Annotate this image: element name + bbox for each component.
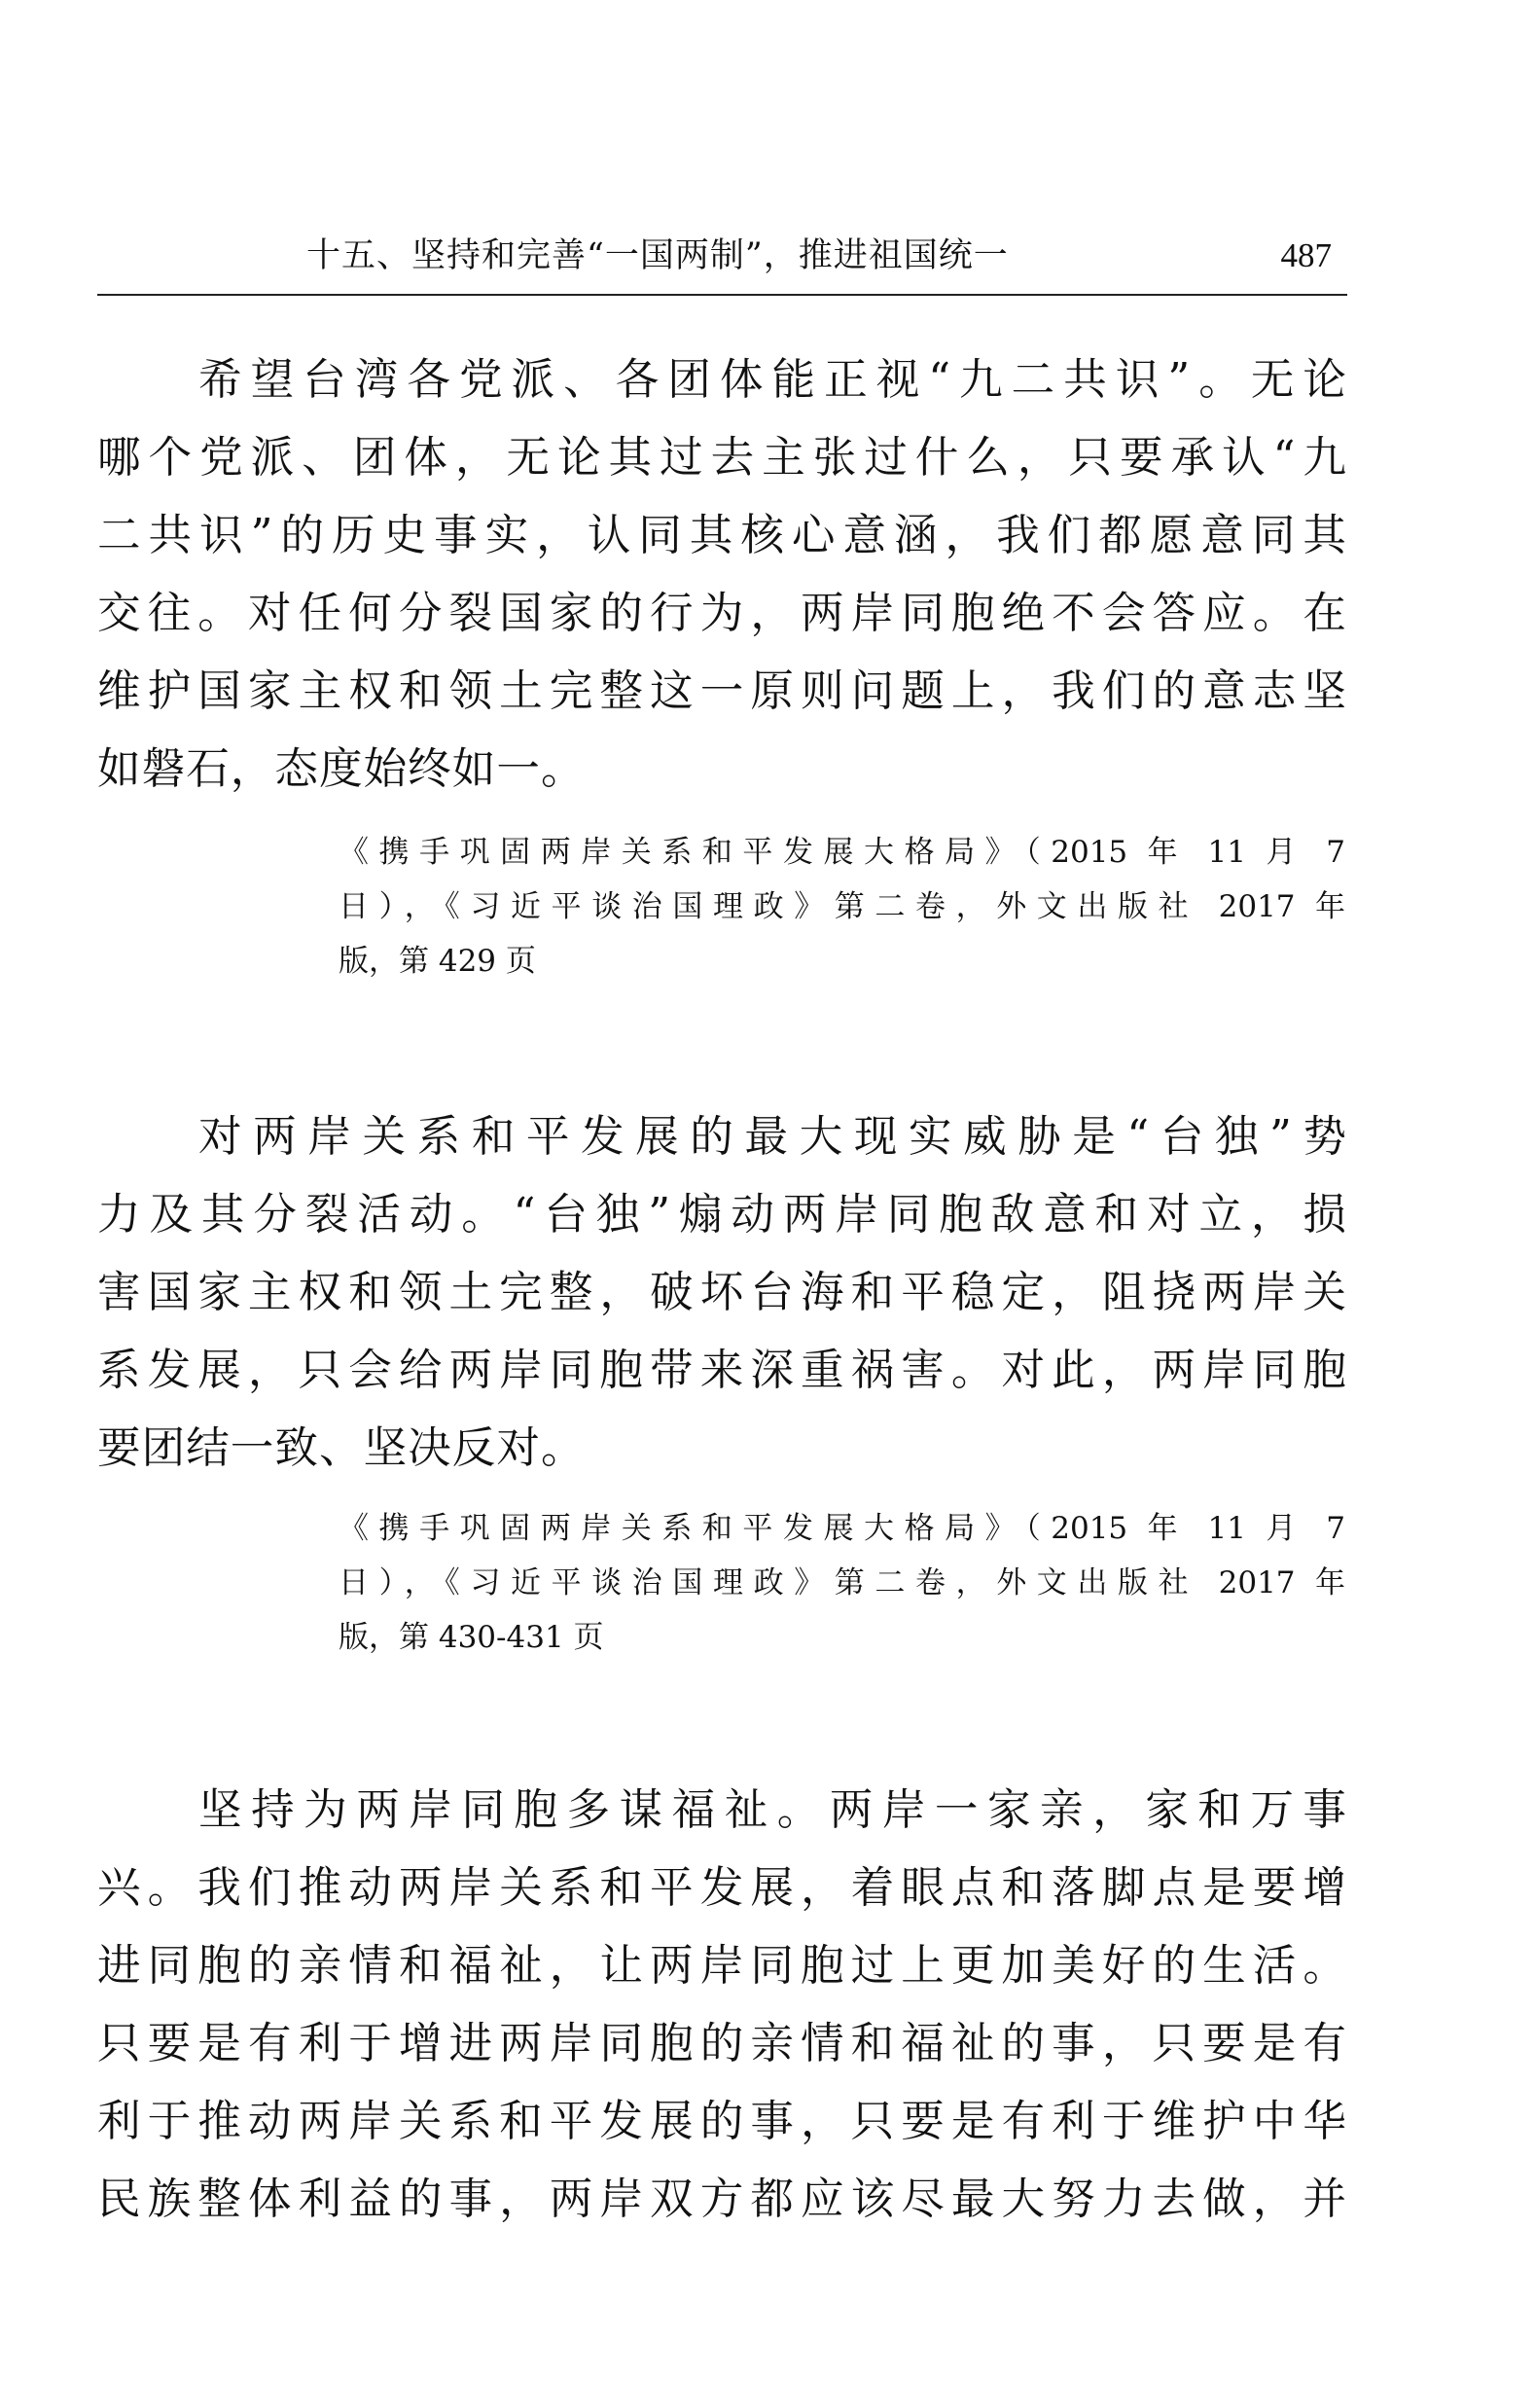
- citation-line: 日），《习近平谈治国理政》第二卷，外文出版社 2017 年: [339, 889, 1345, 924]
- citation-line: 版，第 429 页: [339, 944, 536, 979]
- paragraph-line: 进同胞的亲情和福祉，让两岸同胞过上更加美好的生活。: [97, 1940, 1347, 1991]
- paragraph-line: 希望台湾各党派、各团体能正视“九二共识”。无论: [198, 354, 1347, 405]
- paragraph-line: 哪个党派、团体，无论其过去主张过什么，只要承认“九: [97, 432, 1347, 483]
- citation-line: 版，第 430-431 页: [339, 1620, 604, 1655]
- paragraph-line: 交往。对任何分裂国家的行为，两岸同胞绝不会答应。在: [97, 588, 1347, 638]
- citation-line: 《携手巩固两岸关系和平发展大格局》（2015 年 11 月 7: [339, 835, 1345, 870]
- citation-2: [339, 1501, 1345, 1665]
- paragraph-line: 害国家主权和领土完整，破坏台海和平稳定，阻挠两岸关: [97, 1267, 1347, 1317]
- paragraph-line: 要团结一致、坚决反对。: [97, 1422, 586, 1473]
- citation-line: 日），《习近平谈治国理政》第二卷，外文出版社 2017 年: [339, 1565, 1345, 1600]
- paragraph-line: 对两岸关系和平发展的最大现实威胁是“台独”势: [198, 1111, 1347, 1162]
- body-paragraph-3: [97, 1771, 1347, 2238]
- paragraph-line: 只要是有利于增进两岸同胞的亲情和福祉的事，只要是有: [97, 2018, 1347, 2068]
- paragraph-line: 民族整体利益的事，两岸双方都应该尽最大努力去做，并: [97, 2174, 1347, 2224]
- header-divider: [97, 294, 1347, 296]
- citation-1: [339, 825, 1345, 988]
- body-paragraph-1: [97, 341, 1347, 808]
- page-number: 487: [1280, 236, 1332, 274]
- paragraph-line: 系发展，只会给两岸同胞带来深重祸害。对此，两岸同胞: [97, 1345, 1347, 1395]
- citation-line: 《携手巩固两岸关系和平发展大格局》（2015 年 11 月 7: [339, 1511, 1345, 1546]
- paragraph-line: 二共识”的历史事实，认同其核心意涵，我们都愿意同其: [97, 510, 1347, 560]
- running-header: [97, 232, 1347, 292]
- paragraph-line: 利于推动两岸关系和平发展的事，只要是有利于维护中华: [97, 2096, 1347, 2146]
- header-title: 十五、坚持和完善“一国两制”，推进祖国统一: [306, 236, 1009, 275]
- paragraph-line: 如磐石，态度始终如一。: [97, 743, 586, 794]
- paragraph-line: 力及其分裂活动。“台独”煽动两岸同胞敌意和对立，损: [97, 1189, 1347, 1240]
- paragraph-line: 维护国家主权和领土完整这一原则问题上，我们的意志坚: [97, 665, 1347, 716]
- paragraph-line: 坚持为两岸同胞多谋福祉。两岸一家亲，家和万事: [198, 1784, 1347, 1835]
- body-paragraph-2: [97, 1097, 1347, 1487]
- paragraph-line: 兴。我们推动两岸关系和平发展，着眼点和落脚点是要增: [97, 1862, 1347, 1913]
